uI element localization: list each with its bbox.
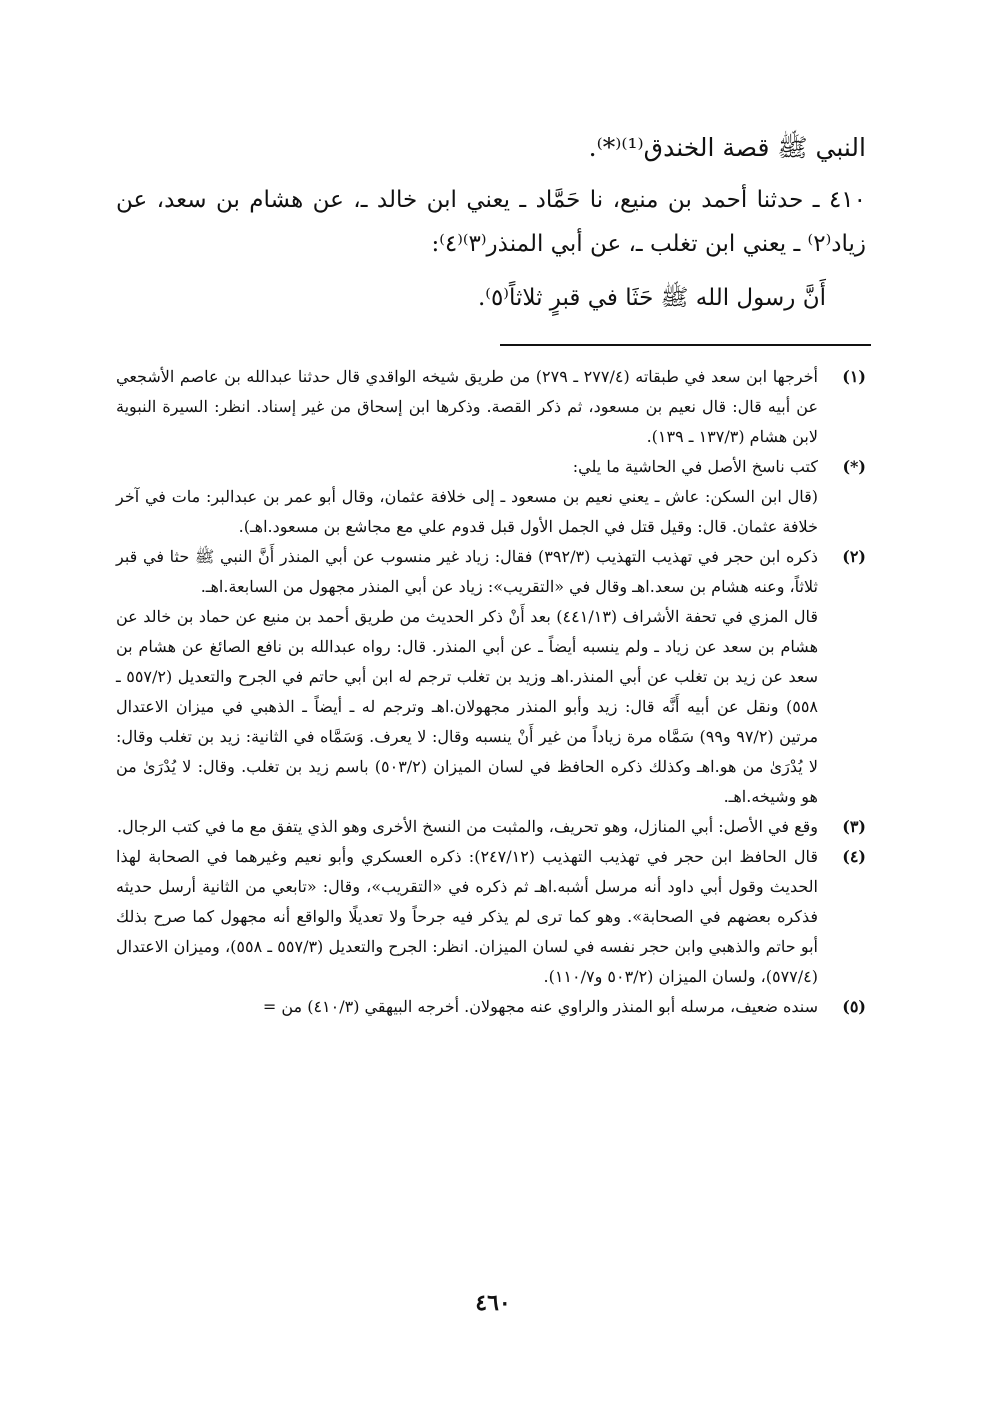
footnote-number: (٤) bbox=[842, 847, 866, 866]
footnote-number: (٣) bbox=[842, 817, 866, 836]
section-heading: النبي ﷺ قصة الخندق⁽¹⁾⁽*⁾. bbox=[588, 133, 866, 162]
footnote-continuation bbox=[116, 602, 866, 812]
footnote bbox=[116, 452, 866, 482]
footnote-text: سنده ضعيف، مرسله أبو المنذر والراوي عنه مجهولان. أخرجه البيهقي (٤١٠/٣) من = bbox=[262, 997, 818, 1016]
hadith-text bbox=[116, 178, 866, 320]
footnote-number: (٥) bbox=[842, 997, 866, 1016]
footnote-text: ذكره ابن حجر في تهذيب التهذيب (٣٩٢/٣) فقال: زياد غير منسوب عن أبي المنذر أَنَّ النبي ﷺ حثا في قبر ثلاثاً، وعنه هشام بن سعد.اهـ وقال في «التقريب»: زياد عن أبي المنذر مجهول من السابعة.اهـ. bbox=[116, 547, 819, 596]
footnote-number: (٢) bbox=[842, 547, 866, 566]
footnote-text: (قال ابن السكن: عاش ـ يعني نعيم بن مسعود ـ إلى خلافة عثمان، وقال أبو عمر بن عبدالبر: مات في آخر خلافة عثمان. قال: وقيل قتل في الجمل الأول قبل قدوم علي مع مجاشع بن مسعود.اهـ). bbox=[116, 487, 818, 536]
footnote-continuation bbox=[116, 482, 866, 542]
footnote-number: (١) bbox=[842, 367, 866, 386]
footnote-text: قال الحافظ ابن حجر في تهذيب التهذيب (٢٤٧/١٢): ذكره العسكري وأبو نعيم وغيرهما في الصحابة لهذا الحديث وقول أبي داود أنه مرسل أشبه.اهـ ثم ذكره في «التقريب»، وقال: «تابعي من الثانية أرسل حديثه فذكره بعضهم في الصحابة». وهو كما ترى لم يذكر فيه جرحاً ولا تعديلًا والواقع أنه مجهول كما صرح بذلك أبو حاتم والذهبي وابن حجر نفسه في لسان الميزان. انظر: الجرح والتعديل (٥٥٧/٣ ـ ٥٥٨)، وميزان الاعتدال (٥٧٧/٤)، ولسان الميزان (٥٠٣/٢ و١١٠/٧). bbox=[116, 847, 818, 986]
footnote-number bbox=[818, 602, 866, 812]
footnote bbox=[116, 812, 866, 842]
footnote bbox=[116, 542, 866, 602]
footnote-text: أخرجها ابن سعد في طبقاته (٢٧٧/٤ ـ ٢٧٩) من طريق شيخه الواقدي قال حدثنا عبدالله بن عاصم الأشجعي عن أبيه قال: قال نعيم بن مسعود، ثم ذكر القصة. وذكرها ابن إسحاق من غير إسناد. انظر: السيرة النبوية لابن هشام (١٣٧/٣ ـ ١٣٩). bbox=[116, 367, 819, 446]
footnote-text: قال المزي في تحفة الأشراف (٤٤١/١٣) بعد أَنْ ذكر الحديث من طريق أحمد بن منيع عن حماد بن خالد عن هشام بن سعد عن زياد ـ ولم ينسبه أيضاً ـ عن أبي المنذر. قال: رواه عبدالله بن نافع الصائغ عن هشام بن سعد عن زيد بن تغلب عن أبي المنذر.اهـ وزيد بن تغلب ترجم له ابن أبي حاتم في الجرح والتعديل (٥٥٧/٢ ـ ٥٥٨) ونقل عن أبيه أَنَّه قال: زيد وأبو المنذر مجهولان.اهـ وترجم له ـ أيضاً ـ الذهبي في ميزان الاعتدال مرتين (٩٧/٢ و٩٩) سَمَّاه مرة زياداً من غير أَنْ ينسبه وقال: لا يعرف. وَسَمَّاه في الثانية: زيد بن تغلب وقال: لا يُدْرَىٰ من هو.اهـ وكذلك ذكره الحافظ في لسان الميزان (٥٠٣/٢) باسم زيد بن تغلب. وقال: لا يُدْرَىٰ من هو وشيخه.اهـ. bbox=[116, 607, 819, 806]
footnote bbox=[116, 842, 866, 992]
footnote-number: (*) bbox=[842, 457, 866, 476]
hadith-matn: أَنَّ رسول الله ﷺ حَثَا في قبرٍ ثلاثاً⁽٥⁾. bbox=[477, 285, 826, 311]
page-number: ٤٦٠ bbox=[475, 1290, 511, 1316]
footnote-separator bbox=[500, 344, 871, 346]
footnote-text: وقع في الأصل: أبي المنازل، وهو تحريف، والمثبت من النسخ الأخرى وهو الذي يتفق مع ما في كتب الرجال. bbox=[117, 817, 818, 836]
footnotes bbox=[116, 362, 866, 1022]
footnote-text: كتب ناسخ الأصل في الحاشية ما يلي: bbox=[572, 457, 818, 476]
footnote bbox=[116, 992, 866, 1022]
footnote-number bbox=[818, 482, 866, 542]
footnote bbox=[116, 362, 866, 452]
hadith-isnad: ٤١٠ ـ حدثنا أحمد بن منيع، نا حَمَّاد ـ يعني ابن خالد ـ، عن هشام بن سعد، عن زياد⁽٢⁾ ـ يعني ابن تغلب ـ، عن أبي المنذر⁽٣⁾⁽٤⁾: bbox=[116, 187, 866, 257]
